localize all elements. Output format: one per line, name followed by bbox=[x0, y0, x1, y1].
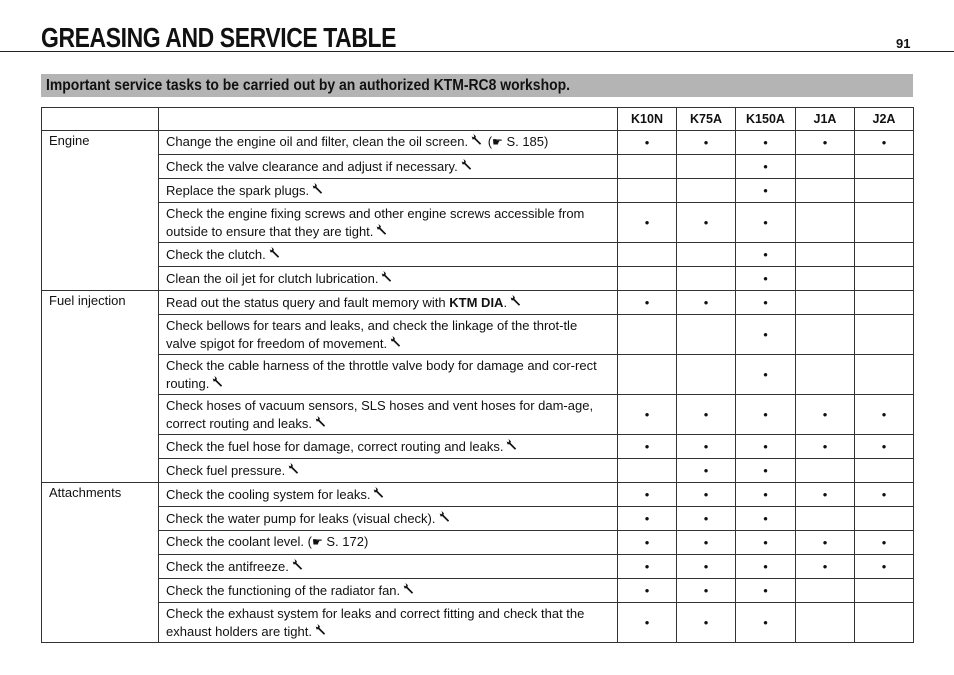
interval-mark: • bbox=[763, 215, 768, 230]
interval-mark: • bbox=[703, 511, 709, 526]
interval-mark-cell bbox=[796, 267, 855, 291]
table-row bbox=[42, 243, 914, 267]
task-text: Check bellows for tears and leaks, and check the linkage of the throt-tle valve spigot for freedom of movement. bbox=[166, 318, 578, 351]
wrench-icon bbox=[315, 623, 328, 641]
interval-mark: • bbox=[703, 407, 709, 422]
interval-mark-cell bbox=[677, 131, 736, 155]
brand-name: KTM DIA bbox=[449, 294, 504, 310]
table-row bbox=[42, 483, 914, 507]
task-cell bbox=[159, 459, 618, 483]
wrench-icon bbox=[506, 438, 519, 456]
interval-mark-cell bbox=[677, 459, 736, 483]
interval-mark: • bbox=[763, 327, 768, 342]
interval-mark: • bbox=[763, 511, 768, 526]
pointing-hand-icon: ☛ bbox=[311, 535, 323, 550]
interval-mark: • bbox=[763, 463, 768, 478]
interval-mark-cell bbox=[736, 155, 796, 179]
table-row bbox=[42, 395, 914, 435]
interval-mark: • bbox=[763, 183, 768, 198]
interval-mark-cell bbox=[796, 179, 855, 203]
task-text: Check the engine fixing screws and other engine screws accessible from outside to ensure that they are tight. bbox=[166, 206, 585, 239]
page-reference-text: S. 185 bbox=[506, 134, 545, 150]
interval-mark: • bbox=[763, 295, 768, 310]
wrench-icon bbox=[373, 486, 386, 504]
interval-mark-cell bbox=[618, 555, 677, 579]
wrench-icon bbox=[381, 270, 394, 288]
interval-mark: • bbox=[703, 295, 709, 310]
interval-mark-cell bbox=[796, 507, 855, 531]
interval-mark-cell bbox=[736, 555, 796, 579]
interval-mark-cell bbox=[618, 315, 677, 355]
interval-mark-cell bbox=[618, 483, 677, 507]
table-row bbox=[42, 203, 914, 243]
interval-mark-cell bbox=[855, 315, 914, 355]
interval-mark-cell bbox=[796, 579, 855, 603]
interval-mark: • bbox=[763, 407, 768, 422]
interval-mark-cell bbox=[618, 355, 677, 395]
interval-mark: • bbox=[881, 439, 887, 454]
interval-mark: • bbox=[763, 247, 768, 262]
task-cell bbox=[159, 555, 618, 579]
wrench-icon bbox=[288, 462, 301, 480]
interval-mark: • bbox=[644, 439, 650, 454]
column-header: J1A bbox=[796, 108, 855, 131]
page-reference-text: S. 172 bbox=[326, 534, 364, 550]
table-row bbox=[42, 355, 914, 395]
interval-mark-cell bbox=[855, 555, 914, 579]
interval-mark: • bbox=[644, 487, 650, 502]
interval-mark: • bbox=[822, 535, 828, 550]
column-header: K75A bbox=[677, 108, 736, 131]
task-text: Check the fuel hose for damage, correct routing and leaks. bbox=[166, 438, 504, 454]
wrench-icon bbox=[315, 415, 328, 433]
task-cell bbox=[159, 179, 618, 203]
interval-mark-cell bbox=[677, 579, 736, 603]
table-body bbox=[42, 131, 914, 643]
interval-mark: • bbox=[763, 367, 768, 382]
interval-mark-cell bbox=[736, 131, 796, 155]
interval-mark-cell bbox=[677, 291, 736, 315]
interval-mark-cell bbox=[736, 179, 796, 203]
interval-mark: • bbox=[822, 407, 828, 422]
task-text: Replace the spark plugs. bbox=[166, 182, 310, 198]
interval-mark-cell bbox=[796, 459, 855, 483]
task-cell bbox=[159, 507, 618, 531]
table-row bbox=[42, 155, 914, 179]
task-text: Check hoses of vacuum sensors, SLS hoses and vent hoses for dam-age, correct routing and leaks. bbox=[166, 398, 594, 431]
interval-mark-cell bbox=[855, 459, 914, 483]
interval-mark-cell bbox=[855, 531, 914, 555]
column-header: J2A bbox=[855, 108, 914, 131]
header-category-blank bbox=[42, 108, 159, 131]
interval-mark-cell bbox=[677, 507, 736, 531]
interval-mark-cell bbox=[855, 435, 914, 459]
interval-mark: • bbox=[881, 487, 887, 502]
wrench-icon bbox=[510, 294, 523, 312]
wrench-icon bbox=[403, 582, 416, 600]
wrench-icon bbox=[461, 158, 474, 176]
interval-mark-cell bbox=[736, 459, 796, 483]
category-cell: Engine bbox=[42, 131, 159, 291]
interval-mark: • bbox=[703, 535, 709, 550]
interval-mark-cell bbox=[736, 579, 796, 603]
interval-mark-cell bbox=[796, 603, 855, 643]
interval-mark-cell bbox=[855, 243, 914, 267]
interval-mark: • bbox=[763, 559, 768, 574]
service-table bbox=[41, 107, 914, 643]
interval-mark-cell bbox=[736, 603, 796, 643]
interval-mark: • bbox=[644, 535, 650, 550]
interval-mark-cell bbox=[796, 395, 855, 435]
page-reference: (☛ S. 185) bbox=[484, 134, 549, 150]
interval-mark-cell bbox=[736, 531, 796, 555]
interval-mark-cell bbox=[677, 483, 736, 507]
interval-mark: • bbox=[763, 615, 768, 630]
column-header: K150A bbox=[736, 108, 796, 131]
interval-mark-cell bbox=[796, 355, 855, 395]
interval-mark: • bbox=[703, 487, 709, 502]
interval-mark-cell bbox=[618, 579, 677, 603]
interval-mark-cell bbox=[618, 435, 677, 459]
interval-mark-cell bbox=[618, 395, 677, 435]
interval-mark-cell bbox=[736, 507, 796, 531]
interval-mark-cell bbox=[796, 131, 855, 155]
interval-mark: • bbox=[703, 463, 709, 478]
table-header-row bbox=[42, 108, 914, 131]
column-header: K10N bbox=[618, 108, 677, 131]
interval-mark-cell bbox=[677, 603, 736, 643]
interval-mark: • bbox=[644, 135, 650, 150]
interval-mark: • bbox=[822, 135, 828, 150]
table-row bbox=[42, 579, 914, 603]
interval-mark-cell bbox=[677, 155, 736, 179]
task-text: Clean the oil jet for clutch lubrication. bbox=[166, 270, 379, 286]
interval-mark: • bbox=[763, 439, 768, 454]
interval-mark-cell bbox=[855, 179, 914, 203]
page-title: GREASING AND SERVICE TABLE bbox=[41, 22, 397, 53]
interval-mark: • bbox=[763, 159, 768, 174]
interval-mark: • bbox=[644, 215, 650, 230]
table-row bbox=[42, 555, 914, 579]
interval-mark-cell bbox=[618, 131, 677, 155]
section-title: Important service tasks to be carried out by an authorized KTM-RC8 workshop. bbox=[46, 76, 571, 94]
interval-mark-cell bbox=[618, 507, 677, 531]
interval-mark: • bbox=[644, 407, 650, 422]
task-cell bbox=[159, 603, 618, 643]
interval-mark: • bbox=[881, 559, 887, 574]
interval-mark-cell bbox=[855, 483, 914, 507]
interval-mark: • bbox=[644, 583, 650, 598]
task-cell bbox=[159, 291, 618, 315]
interval-mark-cell bbox=[677, 315, 736, 355]
table-row bbox=[42, 507, 914, 531]
interval-mark-cell bbox=[677, 243, 736, 267]
interval-mark-cell bbox=[796, 243, 855, 267]
wrench-icon bbox=[439, 510, 452, 528]
interval-mark-cell bbox=[677, 179, 736, 203]
task-cell bbox=[159, 155, 618, 179]
interval-mark-cell bbox=[618, 531, 677, 555]
interval-mark-cell bbox=[855, 507, 914, 531]
interval-mark-cell bbox=[618, 603, 677, 643]
table-row bbox=[42, 179, 914, 203]
task-text: Check fuel pressure. bbox=[166, 462, 286, 478]
interval-mark-cell bbox=[736, 435, 796, 459]
interval-mark: • bbox=[822, 487, 828, 502]
interval-mark-cell bbox=[677, 395, 736, 435]
interval-mark-cell bbox=[855, 355, 914, 395]
interval-mark-cell bbox=[677, 267, 736, 291]
task-text: Read out the status query and fault memory with bbox=[166, 294, 446, 310]
task-text: Check the functioning of the radiator fan. bbox=[166, 582, 401, 598]
interval-mark-cell bbox=[618, 243, 677, 267]
task-text: Check the cable harness of the throttle valve body for damage and cor-rect routing. bbox=[166, 358, 597, 391]
interval-mark-cell bbox=[796, 203, 855, 243]
interval-mark-cell bbox=[855, 579, 914, 603]
task-cell bbox=[159, 131, 618, 155]
task-cell bbox=[159, 531, 618, 555]
task-cell bbox=[159, 203, 618, 243]
wrench-icon bbox=[376, 223, 389, 241]
interval-mark-cell bbox=[855, 155, 914, 179]
interval-mark: • bbox=[763, 583, 768, 598]
task-text: Change the engine oil and filter, clean the oil screen. bbox=[166, 134, 469, 150]
pointing-hand-icon: ☛ bbox=[492, 135, 503, 150]
header-task-blank bbox=[159, 108, 618, 131]
interval-mark: • bbox=[822, 439, 828, 454]
interval-mark-cell bbox=[855, 603, 914, 643]
task-cell bbox=[159, 395, 618, 435]
page-header bbox=[0, 0, 954, 52]
table-row bbox=[42, 267, 914, 291]
interval-mark-cell bbox=[677, 531, 736, 555]
interval-mark-cell bbox=[796, 435, 855, 459]
interval-mark: • bbox=[763, 487, 768, 502]
task-cell bbox=[159, 579, 618, 603]
table-row bbox=[42, 531, 914, 555]
interval-mark: • bbox=[703, 583, 709, 598]
interval-mark-cell bbox=[796, 155, 855, 179]
task-cell bbox=[159, 315, 618, 355]
interval-mark-cell bbox=[677, 203, 736, 243]
task-text: Check the valve clearance and adjust if necessary. bbox=[166, 158, 458, 174]
interval-mark: • bbox=[644, 295, 650, 310]
interval-mark-cell bbox=[855, 395, 914, 435]
interval-mark: • bbox=[703, 439, 709, 454]
category-cell: Fuel injection bbox=[42, 291, 159, 483]
interval-mark-cell bbox=[736, 203, 796, 243]
task-text: Check the clutch. bbox=[166, 246, 266, 262]
interval-mark: • bbox=[703, 135, 709, 150]
interval-mark-cell bbox=[736, 291, 796, 315]
interval-mark-cell bbox=[736, 395, 796, 435]
wrench-icon bbox=[269, 246, 282, 264]
interval-mark: • bbox=[703, 559, 709, 574]
interval-mark: • bbox=[763, 271, 768, 286]
interval-mark: • bbox=[881, 135, 887, 150]
task-cell bbox=[159, 483, 618, 507]
wrench-icon bbox=[471, 133, 484, 151]
interval-mark-cell bbox=[736, 483, 796, 507]
table-row bbox=[42, 131, 914, 155]
interval-mark-cell bbox=[855, 131, 914, 155]
wrench-icon bbox=[212, 375, 225, 393]
interval-mark-cell bbox=[677, 555, 736, 579]
table-row bbox=[42, 459, 914, 483]
interval-mark: • bbox=[881, 407, 887, 422]
interval-mark: • bbox=[763, 135, 768, 150]
interval-mark-cell bbox=[736, 267, 796, 291]
interval-mark-cell bbox=[618, 459, 677, 483]
category-cell: Attachments bbox=[42, 483, 159, 643]
interval-mark-cell bbox=[796, 483, 855, 507]
wrench-icon bbox=[390, 335, 403, 353]
interval-mark-cell bbox=[796, 531, 855, 555]
table-row bbox=[42, 603, 914, 643]
task-cell bbox=[159, 267, 618, 291]
interval-mark-cell bbox=[736, 355, 796, 395]
interval-mark-cell bbox=[618, 203, 677, 243]
task-cell bbox=[159, 435, 618, 459]
wrench-icon bbox=[312, 182, 325, 200]
interval-mark-cell bbox=[677, 355, 736, 395]
interval-mark: • bbox=[703, 215, 709, 230]
table-row bbox=[42, 291, 914, 315]
page-number: 91 bbox=[896, 36, 911, 51]
task-cell bbox=[159, 355, 618, 395]
interval-mark-cell bbox=[855, 267, 914, 291]
interval-mark-cell bbox=[796, 291, 855, 315]
task-text-suffix: . bbox=[503, 294, 508, 310]
interval-mark: • bbox=[644, 559, 650, 574]
task-cell bbox=[159, 243, 618, 267]
interval-mark: • bbox=[763, 535, 768, 550]
interval-mark: • bbox=[644, 615, 650, 630]
task-text: Check the cooling system for leaks. bbox=[166, 486, 371, 502]
interval-mark-cell bbox=[796, 555, 855, 579]
task-text: Check the exhaust system for leaks and correct fitting and check that the exhaust holders are tight. bbox=[166, 606, 585, 639]
interval-mark-cell bbox=[618, 291, 677, 315]
interval-mark: • bbox=[703, 615, 709, 630]
wrench-icon bbox=[292, 558, 305, 576]
table-row bbox=[42, 435, 914, 459]
interval-mark-cell bbox=[855, 203, 914, 243]
task-text: Check the water pump for leaks (visual check). bbox=[166, 510, 436, 526]
task-text: Check the antifreeze. bbox=[166, 558, 289, 574]
table-row bbox=[42, 315, 914, 355]
section-banner bbox=[41, 74, 913, 97]
interval-mark-cell bbox=[618, 179, 677, 203]
interval-mark-cell bbox=[736, 243, 796, 267]
interval-mark: • bbox=[881, 535, 887, 550]
interval-mark-cell bbox=[796, 315, 855, 355]
task-text: Check the coolant level. bbox=[166, 534, 305, 550]
page-reference: (☛ S. 172) bbox=[304, 534, 369, 550]
interval-mark: • bbox=[644, 511, 650, 526]
interval-mark-cell bbox=[677, 435, 736, 459]
interval-mark-cell bbox=[618, 267, 677, 291]
interval-mark: • bbox=[822, 559, 828, 574]
interval-mark-cell bbox=[618, 155, 677, 179]
interval-mark-cell bbox=[855, 291, 914, 315]
interval-mark-cell bbox=[736, 315, 796, 355]
